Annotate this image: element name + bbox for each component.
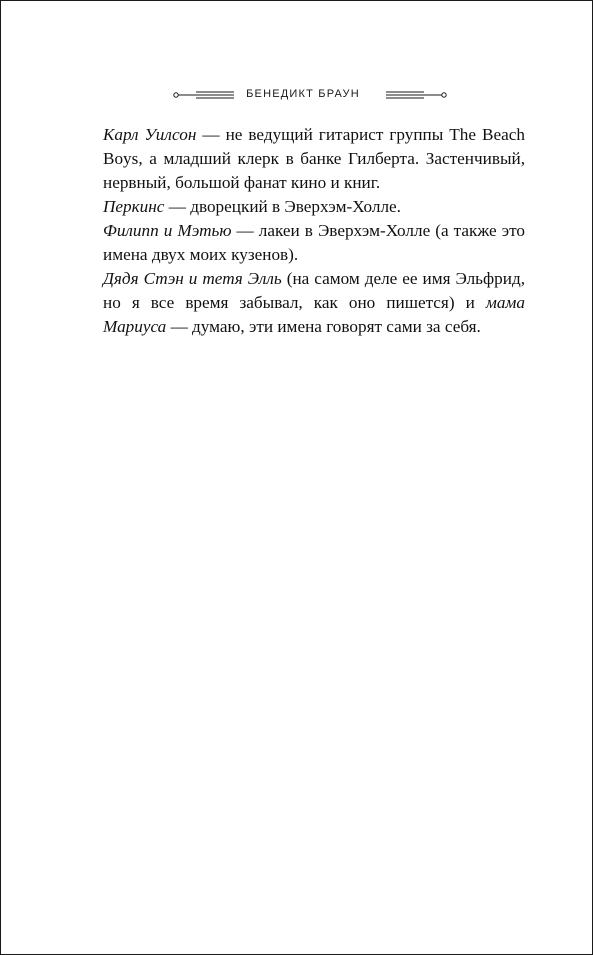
character-entry	[103, 123, 525, 195]
character-name: Перкинс	[103, 197, 165, 216]
character-description: — не ведущий гитарист группы The Beach Boys, а младший клерк в банке Гилберта. Застенчивый, нервный, большой фанат кино и книг.	[103, 125, 525, 192]
character-description: (на самом деле ее имя Эльфрид, но я все время забывал, как оно пишется) и	[103, 269, 525, 312]
running-head	[1, 85, 592, 105]
page-body	[103, 123, 525, 339]
running-head-title: БЕНЕДИКТ БРАУН	[246, 88, 360, 100]
character-name: Дядя Стэн и тетя Элль	[103, 269, 282, 288]
character-entry	[103, 267, 525, 339]
character-entry	[103, 195, 525, 219]
character-description: — дворецкий в Эверхэм-Холле.	[164, 197, 401, 216]
character-description: — думаю, эти имена говорят сами за себя.	[166, 317, 481, 336]
right-ornament-icon	[384, 85, 448, 105]
character-description: — лакеи в Эверхэм-Холле (а также это имена двух моих кузенов).	[103, 221, 525, 264]
character-entry	[103, 219, 525, 267]
character-name: мама Мариуса	[103, 293, 525, 336]
character-name: Карл Уилсон	[103, 125, 197, 144]
character-name: Филипп и Мэтью	[103, 221, 232, 240]
